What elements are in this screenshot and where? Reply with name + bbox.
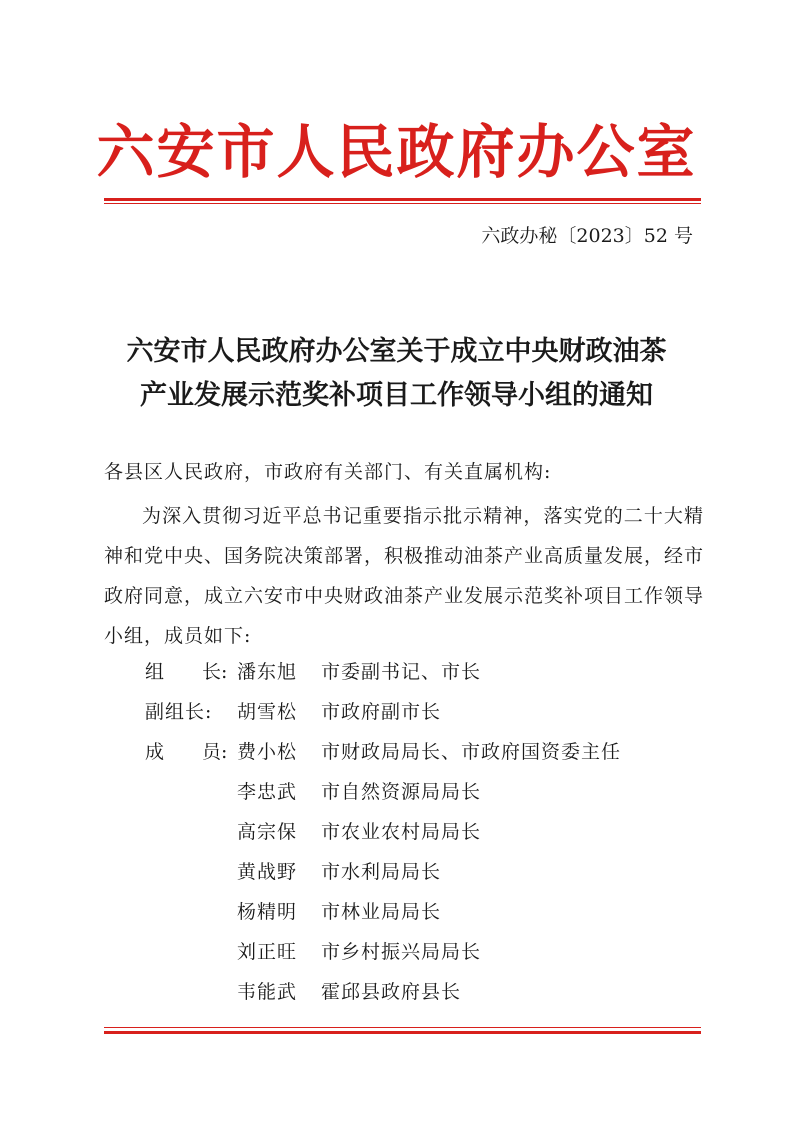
member-role bbox=[145, 972, 237, 1012]
member-position: 市林业局局长 bbox=[321, 901, 442, 923]
member-position: 市水利局局长 bbox=[321, 861, 442, 883]
member-name: 潘东旭 bbox=[237, 661, 298, 683]
member-position: 市政府副市长 bbox=[321, 701, 442, 723]
header-red-rule-thick bbox=[104, 198, 701, 201]
member-name: 黄战野 bbox=[237, 861, 298, 883]
member-row bbox=[145, 812, 705, 852]
member-row bbox=[145, 772, 705, 812]
member-role: 副组长: bbox=[145, 701, 213, 723]
member-role bbox=[145, 772, 237, 812]
member-row bbox=[145, 972, 705, 1012]
document-title bbox=[60, 330, 733, 418]
document-title-line-1: 六安市人民政府办公室关于成立中央财政油茶 bbox=[126, 336, 667, 367]
member-name: 胡雪松 bbox=[237, 701, 298, 723]
header-red-rule-thin bbox=[104, 203, 701, 204]
member-name: 韦能武 bbox=[237, 981, 298, 1003]
salutation: 各县区人民政府，市政府有关部门、有关直属机构: bbox=[104, 461, 552, 483]
member-position: 霍邱县政府县长 bbox=[321, 981, 462, 1003]
member-name: 费小松 bbox=[237, 741, 298, 763]
member-position: 市农业农村局局长 bbox=[321, 821, 482, 843]
member-row bbox=[145, 932, 705, 972]
footer-red-rule-thick bbox=[104, 1031, 701, 1034]
member-role: 成 员: bbox=[145, 741, 228, 763]
member-position: 市委副书记、市长 bbox=[321, 661, 482, 683]
member-position: 市乡村振兴局局长 bbox=[321, 941, 482, 963]
member-role bbox=[145, 852, 237, 892]
document-number: 六政办秘〔2023〕52 号 bbox=[481, 225, 693, 247]
member-role bbox=[145, 892, 237, 932]
member-role: 组 长: bbox=[145, 661, 228, 683]
member-name: 李忠武 bbox=[237, 781, 298, 803]
member-row bbox=[145, 652, 705, 692]
body-paragraph: 为深入贯彻习近平总书记重要指示批示精神，落实党的二十大精神和党中央、国务院决策部署，积极推动油茶产业高质量发展，经市政府同意，成立六安市中央财政油茶产业发展示范奖补项目工作领导小组，成员如下: bbox=[104, 505, 705, 647]
member-name: 刘正旺 bbox=[237, 941, 298, 963]
member-row bbox=[145, 732, 705, 772]
member-name: 高宗保 bbox=[237, 821, 298, 843]
document-title-line-2: 产业发展示范奖补项目工作领导小组的通知 bbox=[140, 380, 653, 411]
member-list bbox=[145, 652, 705, 1012]
member-position: 市财政局局长、市政府国资委主任 bbox=[321, 741, 622, 763]
member-row bbox=[145, 692, 705, 732]
member-name: 杨精明 bbox=[237, 901, 298, 923]
member-role bbox=[145, 812, 237, 852]
issuer-header: 六安市人民政府办公室 bbox=[96, 118, 697, 186]
member-position: 市自然资源局局长 bbox=[321, 781, 482, 803]
member-row bbox=[145, 892, 705, 932]
footer-red-rule-thin bbox=[104, 1027, 701, 1028]
member-role bbox=[145, 932, 237, 972]
member-row bbox=[145, 852, 705, 892]
